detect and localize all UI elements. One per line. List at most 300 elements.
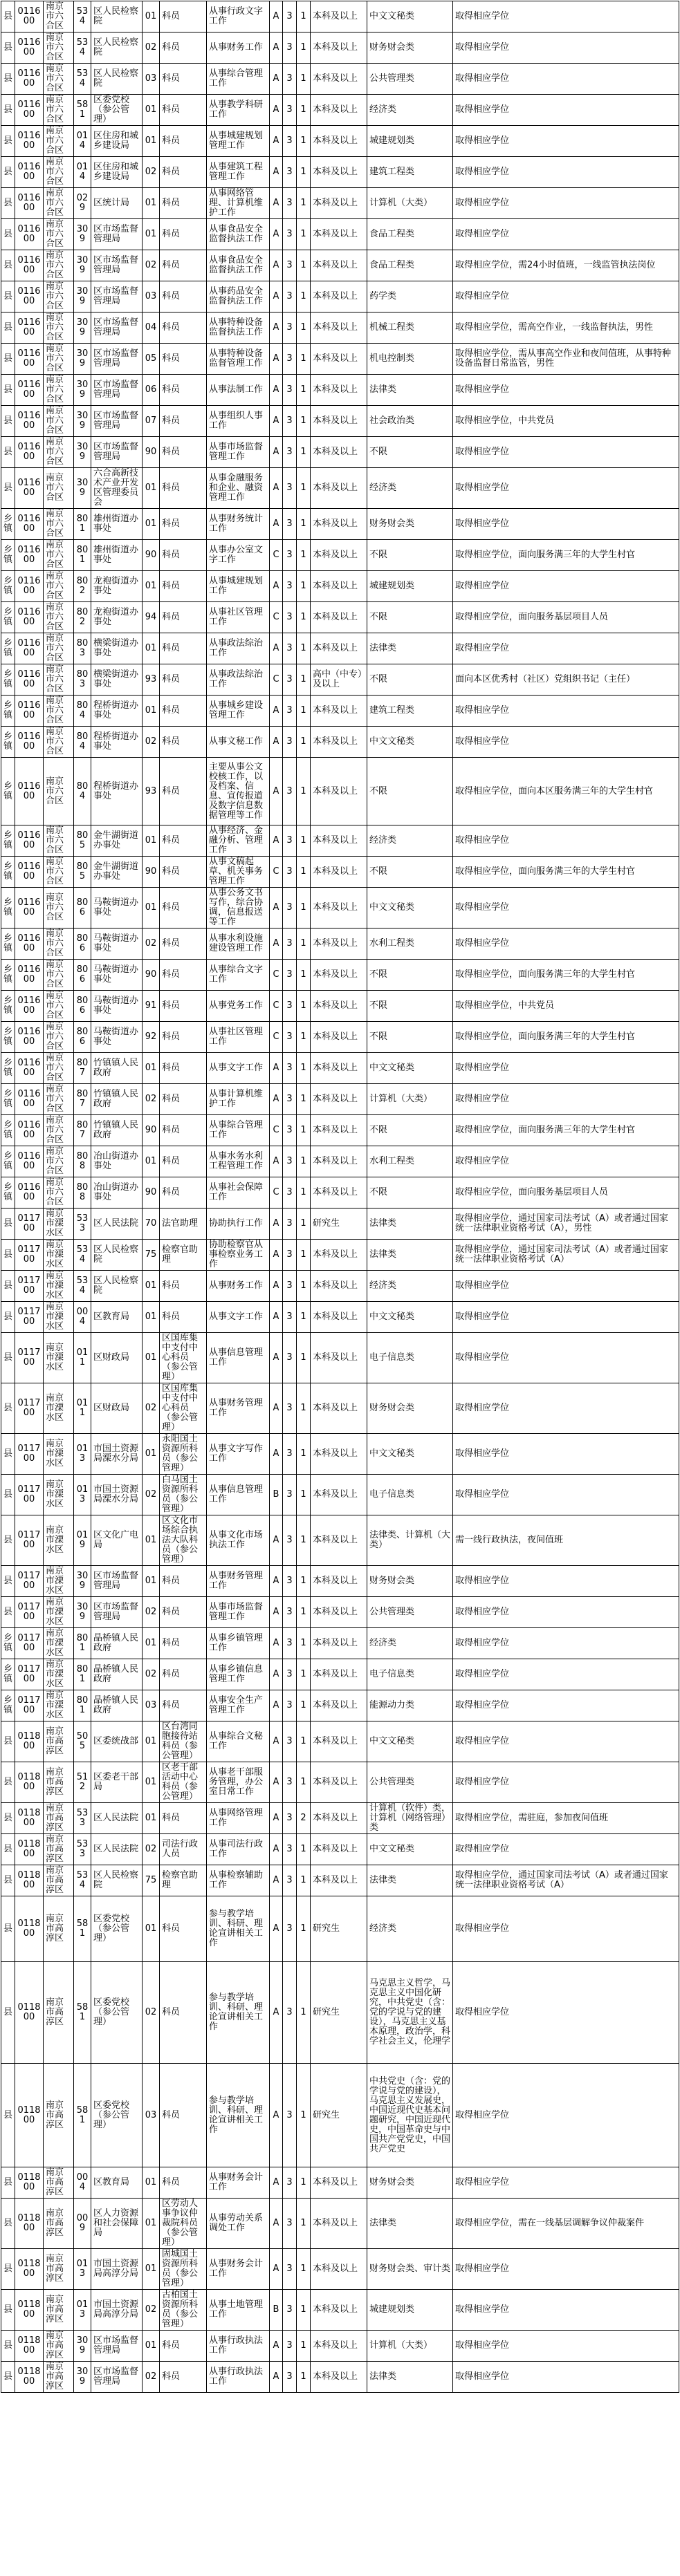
unit-name-cell: 晶桥镇人民政府	[91, 1628, 143, 1659]
unit-name-cell: 横梁街道办事处	[91, 633, 143, 664]
post-name-cell: 科员	[160, 1177, 207, 1208]
region-code-cell: 011600	[15, 1, 44, 32]
education-cell: 本科及以上	[311, 2362, 367, 2393]
major-cell: 法律类	[367, 2362, 453, 2393]
education-cell: 本科及以上	[311, 602, 367, 633]
region-code-cell: 011600	[15, 509, 44, 540]
headcount-cell: 1	[297, 468, 311, 509]
unit-name-cell: 区人民法院	[91, 1834, 143, 1865]
region-cell: 南京市六合区	[44, 1146, 74, 1177]
ratio-cell: 3	[283, 95, 297, 126]
post-duty-cell: 从事文秘工作	[207, 727, 270, 758]
ratio-cell: 3	[283, 664, 297, 696]
post-code-cell: 02	[143, 32, 160, 64]
unit-name-cell: 竹镇镇人民政府	[91, 1084, 143, 1115]
level-cell: 县	[1, 1434, 15, 1475]
headcount-cell: 1	[297, 2167, 311, 2199]
major-cell: 食品工程类	[367, 250, 453, 281]
table-row	[1, 1690, 679, 1721]
headcount-cell: 1	[297, 1271, 311, 1302]
exam-category-cell: B	[270, 2290, 283, 2331]
exam-category-cell: A	[270, 1271, 283, 1302]
major-cell: 中文文秘类	[367, 1834, 453, 1865]
exam-category-cell: A	[270, 633, 283, 664]
level-cell: 县	[1, 2167, 15, 2199]
requirement-cell: 取得相应学位	[453, 1434, 679, 1475]
post-name-cell: 科员	[160, 1566, 207, 1597]
table-row	[1, 2331, 679, 2362]
exam-category-cell: A	[270, 825, 283, 857]
post-code-cell: 90	[143, 540, 160, 571]
major-cell: 不限	[367, 1177, 453, 1208]
headcount-cell: 1	[297, 991, 311, 1022]
post-duty-cell: 从事办公室文字工作	[207, 540, 270, 571]
post-code-cell: 01	[143, 1721, 160, 1762]
table-row	[1, 157, 679, 188]
ratio-cell: 3	[283, 825, 297, 857]
requirement-cell: 取得相应学位，中共党员	[453, 406, 679, 437]
region-code-cell: 011700	[15, 1434, 44, 1475]
region-cell: 南京市六合区	[44, 1053, 74, 1084]
education-cell: 本科及以上	[311, 1383, 367, 1434]
unit-code-cell: 013	[74, 1434, 91, 1475]
education-cell: 本科及以上	[311, 437, 367, 468]
region-cell: 南京市高淳区	[44, 1896, 74, 1962]
major-cell: 法律类	[367, 633, 453, 664]
headcount-cell: 1	[297, 857, 311, 888]
post-name-cell: 科员	[160, 1896, 207, 1962]
post-name-cell: 科员	[160, 1084, 207, 1115]
requirement-cell: 取得相应学位，面向服务满三年的大学生村官	[453, 1115, 679, 1146]
ratio-cell: 3	[283, 468, 297, 509]
headcount-cell: 1	[297, 2064, 311, 2167]
level-cell: 县	[1, 64, 15, 95]
region-code-cell: 011600	[15, 375, 44, 406]
post-code-cell: 01	[143, 1515, 160, 1566]
table-row	[1, 664, 679, 696]
exam-category-cell: A	[270, 1690, 283, 1721]
education-cell: 本科及以上	[311, 1515, 367, 1566]
region-code-cell: 011700	[15, 1515, 44, 1566]
region-cell: 南京市六合区	[44, 571, 74, 602]
post-code-cell: 02	[143, 1383, 160, 1434]
level-cell: 乡镇	[1, 758, 15, 825]
post-duty-cell: 从事组织人事工作	[207, 406, 270, 437]
exam-category-cell: A	[270, 1865, 283, 1896]
headcount-cell: 1	[297, 1597, 311, 1628]
headcount-cell: 1	[297, 2362, 311, 2393]
unit-code-cell: 801	[74, 509, 91, 540]
education-cell: 本科及以上	[311, 928, 367, 960]
education-cell: 本科及以上	[311, 2290, 367, 2331]
requirement-cell: 取得相应学位	[453, 2064, 679, 2167]
region-code-cell: 011800	[15, 2290, 44, 2331]
post-code-cell: 02	[143, 1084, 160, 1115]
education-cell: 本科及以上	[311, 571, 367, 602]
region-cell: 南京市六合区	[44, 126, 74, 157]
requirement-cell: 取得相应学位	[453, 2167, 679, 2199]
region-cell: 南京市溧水区	[44, 1628, 74, 1659]
ratio-cell: 3	[283, 406, 297, 437]
unit-code-cell: 309	[74, 2331, 91, 2362]
region-code-cell: 011800	[15, 2064, 44, 2167]
ratio-cell: 3	[283, 727, 297, 758]
major-cell: 经济类	[367, 1271, 453, 1302]
unit-name-cell: 区委党校（参公管理）	[91, 95, 143, 126]
education-cell: 研究生	[311, 1896, 367, 1962]
post-duty-cell: 从事食品安全监督执法工作	[207, 250, 270, 281]
table-row	[1, 1115, 679, 1146]
headcount-cell: 1	[297, 727, 311, 758]
ratio-cell: 3	[283, 602, 297, 633]
exam-category-cell: A	[270, 2199, 283, 2249]
region-cell: 南京市六合区	[44, 1115, 74, 1146]
post-duty-cell: 从事水务水利工程管理工作	[207, 1146, 270, 1177]
education-cell: 本科及以上	[311, 960, 367, 991]
post-name-cell: 区文化市场综合执法大队科员（参公管理）	[160, 1515, 207, 1566]
post-code-cell: 01	[143, 1271, 160, 1302]
exam-category-cell: A	[270, 1762, 283, 1803]
post-code-cell: 94	[143, 602, 160, 633]
headcount-cell: 1	[297, 1146, 311, 1177]
requirement-cell: 取得相应学位	[453, 1146, 679, 1177]
headcount-cell: 1	[297, 1896, 311, 1962]
requirement-cell: 取得相应学位	[453, 571, 679, 602]
post-duty-cell: 从事综合管理工作	[207, 64, 270, 95]
region-code-cell: 011600	[15, 727, 44, 758]
post-code-cell: 01	[143, 1302, 160, 1333]
table-row	[1, 468, 679, 509]
table-row	[1, 1208, 679, 1240]
post-name-cell: 科员	[160, 1271, 207, 1302]
table-row	[1, 95, 679, 126]
education-cell: 本科及以上	[311, 888, 367, 928]
headcount-cell: 1	[297, 1084, 311, 1115]
education-cell: 本科及以上	[311, 2167, 367, 2199]
post-code-cell: 75	[143, 1240, 160, 1271]
unit-code-cell: 534	[74, 64, 91, 95]
ratio-cell: 3	[283, 2331, 297, 2362]
ratio-cell: 3	[283, 1834, 297, 1865]
post-duty-cell: 从事劳动关系调处工作	[207, 2199, 270, 2249]
education-cell: 本科及以上	[311, 633, 367, 664]
requirement-cell: 取得相应学位	[453, 1659, 679, 1690]
headcount-cell: 1	[297, 64, 311, 95]
unit-code-cell: 534	[74, 1240, 91, 1271]
major-cell: 不限	[367, 758, 453, 825]
region-cell: 南京市高淳区	[44, 2064, 74, 2167]
post-duty-cell: 从事城乡建设管理工作	[207, 696, 270, 727]
headcount-cell: 1	[297, 219, 311, 250]
post-code-cell: 01	[143, 2249, 160, 2290]
region-cell: 南京市高淳区	[44, 1834, 74, 1865]
level-cell: 县	[1, 2331, 15, 2362]
post-name-cell: 科员	[160, 857, 207, 888]
post-duty-cell: 从事法制工作	[207, 375, 270, 406]
level-cell: 乡镇	[1, 1115, 15, 1146]
unit-name-cell: 区市场监督管理局	[91, 406, 143, 437]
post-name-cell: 科员	[160, 2362, 207, 2393]
requirement-cell: 取得相应学位	[453, 1475, 679, 1515]
headcount-cell: 1	[297, 2290, 311, 2331]
ratio-cell: 3	[283, 64, 297, 95]
post-code-cell: 02	[143, 1659, 160, 1690]
requirement-cell: 需一线行政执法，夜间值班	[453, 1515, 679, 1566]
region-code-cell: 011600	[15, 126, 44, 157]
headcount-cell: 1	[297, 602, 311, 633]
requirement-cell: 取得相应学位，面向服务基层项目人员	[453, 1177, 679, 1208]
unit-code-cell: 801	[74, 540, 91, 571]
ratio-cell: 3	[283, 1208, 297, 1240]
education-cell: 本科及以上	[311, 1271, 367, 1302]
post-name-cell: 科员	[160, 219, 207, 250]
post-duty-cell: 从事市场监督管理工作	[207, 437, 270, 468]
ratio-cell: 3	[283, 344, 297, 375]
unit-code-cell: 309	[74, 375, 91, 406]
education-cell: 本科及以上	[311, 509, 367, 540]
exam-category-cell: C	[270, 1177, 283, 1208]
level-cell: 乡镇	[1, 509, 15, 540]
unit-name-cell: 区委党校（参公管理）	[91, 1896, 143, 1962]
exam-category-cell: A	[270, 95, 283, 126]
region-cell: 南京市溧水区	[44, 1597, 74, 1628]
post-code-cell: 05	[143, 344, 160, 375]
ratio-cell: 3	[283, 696, 297, 727]
level-cell: 县	[1, 1865, 15, 1896]
headcount-cell: 1	[297, 1475, 311, 1515]
ratio-cell: 3	[283, 1628, 297, 1659]
table-row	[1, 1896, 679, 1962]
region-cell: 南京市六合区	[44, 188, 74, 219]
exam-category-cell: A	[270, 2362, 283, 2393]
post-code-cell: 92	[143, 1022, 160, 1053]
level-cell: 县	[1, 2362, 15, 2393]
level-cell: 县	[1, 2064, 15, 2167]
education-cell: 本科及以上	[311, 157, 367, 188]
post-code-cell: 90	[143, 1115, 160, 1146]
requirement-cell: 取得相应学位	[453, 468, 679, 509]
major-cell: 法律类	[367, 375, 453, 406]
post-code-cell: 90	[143, 1177, 160, 1208]
headcount-cell: 1	[297, 2331, 311, 2362]
ratio-cell: 3	[283, 1, 297, 32]
post-name-cell: 科员	[160, 1597, 207, 1628]
exam-category-cell: A	[270, 1834, 283, 1865]
ratio-cell: 3	[283, 312, 297, 344]
post-code-cell: 93	[143, 664, 160, 696]
region-cell: 南京市六合区	[44, 825, 74, 857]
table-row	[1, 727, 679, 758]
table-row	[1, 1475, 679, 1515]
post-name-cell: 科员	[160, 928, 207, 960]
exam-category-cell: A	[270, 2331, 283, 2362]
unit-code-cell: 309	[74, 468, 91, 509]
unit-name-cell: 区市场监督管理局	[91, 250, 143, 281]
post-code-cell: 02	[143, 157, 160, 188]
region-cell: 南京市六合区	[44, 633, 74, 664]
post-duty-cell: 从事财务统计工作	[207, 509, 270, 540]
post-code-cell: 02	[143, 1475, 160, 1515]
region-cell: 南京市六合区	[44, 406, 74, 437]
headcount-cell: 1	[297, 32, 311, 64]
exam-category-cell: A	[270, 437, 283, 468]
post-code-cell: 01	[143, 95, 160, 126]
region-cell: 南京市六合区	[44, 64, 74, 95]
post-duty-cell: 从事建筑工程管理工作	[207, 157, 270, 188]
major-cell: 法律类、计算机（大类）	[367, 1515, 453, 1566]
post-code-cell: 01	[143, 1146, 160, 1177]
region-cell: 南京市高淳区	[44, 2249, 74, 2290]
requirement-cell: 取得相应学位	[453, 2290, 679, 2331]
table-row	[1, 2167, 679, 2199]
post-name-cell: 科员	[160, 825, 207, 857]
unit-code-cell: 803	[74, 664, 91, 696]
post-duty-cell: 从事政法综治工作	[207, 664, 270, 696]
education-cell: 本科及以上	[311, 250, 367, 281]
major-cell: 不限	[367, 540, 453, 571]
table-row	[1, 2290, 679, 2331]
education-cell: 本科及以上	[311, 1628, 367, 1659]
unit-code-cell: 011	[74, 1333, 91, 1383]
unit-name-cell: 区委党校（参公管理）	[91, 1962, 143, 2064]
level-cell: 县	[1, 1803, 15, 1834]
level-cell: 县	[1, 312, 15, 344]
unit-name-cell: 区市场监督管理局	[91, 281, 143, 312]
post-duty-cell: 从事特种设备监督管理工作	[207, 344, 270, 375]
requirement-cell: 面向本区优秀村（社区）党组织书记（主任）	[453, 664, 679, 696]
education-cell: 本科及以上	[311, 1177, 367, 1208]
ratio-cell: 3	[283, 1177, 297, 1208]
education-cell: 本科及以上	[311, 1803, 367, 1834]
post-name-cell: 科员	[160, 602, 207, 633]
region-code-cell: 011700	[15, 1597, 44, 1628]
unit-code-cell: 309	[74, 281, 91, 312]
post-name-cell: 区国库集中支付中心科员（参公管理）	[160, 1333, 207, 1383]
post-duty-cell: 主要从事公文校核工作，以及档案、信息、宣传报道及数字信息数据管理等工作	[207, 758, 270, 825]
post-duty-cell: 从事安全生产管理工作	[207, 1690, 270, 1721]
region-cell: 南京市六合区	[44, 1177, 74, 1208]
table-row	[1, 1515, 679, 1566]
post-duty-cell: 从事经济、金融分析、管理工作	[207, 825, 270, 857]
requirement-cell: 取得相应学位	[453, 1628, 679, 1659]
region-code-cell: 011700	[15, 1690, 44, 1721]
headcount-cell: 1	[297, 1177, 311, 1208]
exam-category-cell: A	[270, 1659, 283, 1690]
post-name-cell: 科员	[160, 32, 207, 64]
region-cell: 南京市六合区	[44, 509, 74, 540]
post-name-cell: 检察官助理	[160, 1240, 207, 1271]
level-cell: 县	[1, 468, 15, 509]
post-name-cell: 科员	[160, 1803, 207, 1834]
region-code-cell: 011600	[15, 960, 44, 991]
unit-name-cell: 马鞍街道办事处	[91, 928, 143, 960]
headcount-cell: 1	[297, 1628, 311, 1659]
table-row	[1, 312, 679, 344]
table-row	[1, 375, 679, 406]
unit-code-cell: 802	[74, 571, 91, 602]
unit-name-cell: 市国土资源局溧水分局	[91, 1434, 143, 1475]
unit-code-cell: 803	[74, 633, 91, 664]
major-cell: 财务财会类	[367, 1566, 453, 1597]
unit-code-cell: 804	[74, 727, 91, 758]
post-duty-cell: 从事财务管理工作	[207, 1383, 270, 1434]
requirement-cell: 取得相应学位	[453, 2331, 679, 2362]
requirement-cell: 取得相应学位	[453, 825, 679, 857]
requirement-cell: 取得相应学位	[453, 95, 679, 126]
post-name-cell: 科员	[160, 157, 207, 188]
level-cell: 县	[1, 1962, 15, 2064]
headcount-cell: 1	[297, 281, 311, 312]
level-cell: 县	[1, 1333, 15, 1383]
post-duty-cell: 从事城建规划管理工作	[207, 126, 270, 157]
education-cell: 本科及以上	[311, 1115, 367, 1146]
post-duty-cell: 从事财务会计工作	[207, 2249, 270, 2290]
major-cell: 计算机（软件）类，计算机（网络管理）类	[367, 1803, 453, 1834]
level-cell: 县	[1, 1762, 15, 1803]
requirement-cell: 取得相应学位	[453, 727, 679, 758]
education-cell: 本科及以上	[311, 281, 367, 312]
post-duty-cell: 从事文字工作	[207, 1053, 270, 1084]
unit-code-cell: 807	[74, 1115, 91, 1146]
post-name-cell: 科员	[160, 64, 207, 95]
unit-name-cell: 晶桥镇人民政府	[91, 1690, 143, 1721]
headcount-cell: 1	[297, 406, 311, 437]
education-cell: 本科及以上	[311, 727, 367, 758]
table-row	[1, 888, 679, 928]
region-code-cell: 011800	[15, 1803, 44, 1834]
ratio-cell: 3	[283, 1475, 297, 1515]
table-row	[1, 1434, 679, 1475]
post-name-cell: 科员	[160, 126, 207, 157]
region-cell: 南京市六合区	[44, 1, 74, 32]
post-code-cell: 90	[143, 960, 160, 991]
major-cell: 不限	[367, 991, 453, 1022]
unit-code-cell: 804	[74, 758, 91, 825]
level-cell: 乡镇	[1, 664, 15, 696]
post-name-cell: 科员	[160, 312, 207, 344]
post-name-cell: 科员	[160, 727, 207, 758]
region-cell: 南京市溧水区	[44, 1240, 74, 1271]
unit-name-cell: 马鞍街道办事处	[91, 991, 143, 1022]
level-cell: 乡镇	[1, 825, 15, 857]
table-row	[1, 1865, 679, 1896]
post-code-cell: 03	[143, 64, 160, 95]
requirement-cell: 取得相应学位，面向服务满三年的大学生村官	[453, 540, 679, 571]
region-code-cell: 011600	[15, 219, 44, 250]
requirement-cell: 取得相应学位	[453, 126, 679, 157]
region-cell: 南京市溧水区	[44, 1566, 74, 1597]
region-code-cell: 011600	[15, 437, 44, 468]
headcount-cell: 1	[297, 633, 311, 664]
exam-category-cell: A	[270, 2249, 283, 2290]
requirement-cell: 取得相应学位	[453, 888, 679, 928]
unit-name-cell: 冶山街道办事处	[91, 1177, 143, 1208]
level-cell: 乡镇	[1, 1177, 15, 1208]
post-duty-cell: 参与教学培训、科研、理论宣讲相关工作	[207, 1896, 270, 1962]
exam-category-cell: A	[270, 406, 283, 437]
table-row	[1, 1084, 679, 1115]
exam-category-cell: A	[270, 64, 283, 95]
major-cell: 水利工程类	[367, 928, 453, 960]
unit-code-cell: 013	[74, 2249, 91, 2290]
post-code-cell: 06	[143, 375, 160, 406]
unit-name-cell: 程桥街道办事处	[91, 758, 143, 825]
headcount-cell: 1	[297, 1566, 311, 1597]
education-cell: 本科及以上	[311, 219, 367, 250]
requirement-cell: 取得相应学位	[453, 633, 679, 664]
major-cell: 公共管理类	[367, 1762, 453, 1803]
unit-code-cell: 309	[74, 250, 91, 281]
